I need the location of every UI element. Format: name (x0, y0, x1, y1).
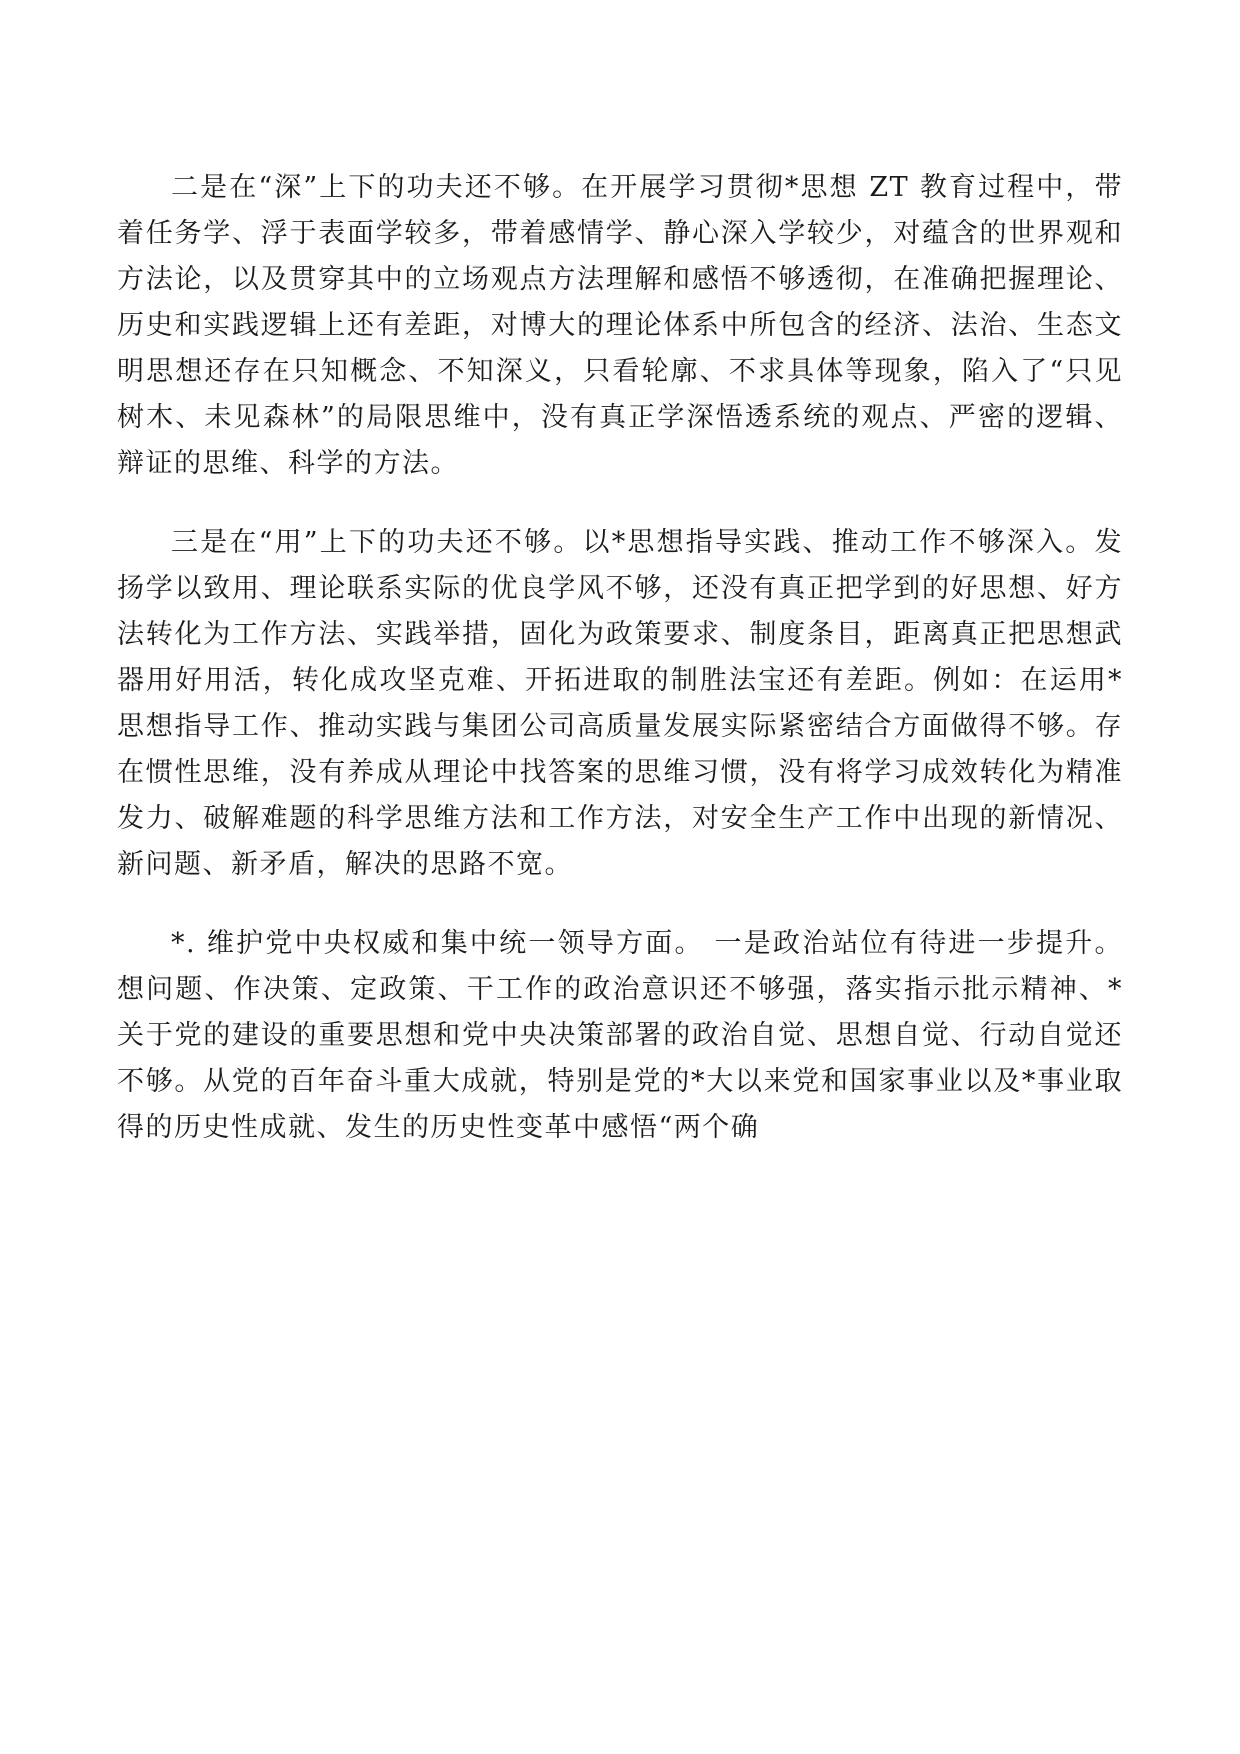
paragraph-deep-study: 二是在“深”上下的功夫还不够。在开展学习贯彻*思想 ZT 教育过程中，带着任务学、浮于表面学较多，带着感情学、静心深入学较少，对蕴含的世界观和方法论，以及贯穿其中的立场观点方法理解和感悟不够透彻，在准确把握理论、历史和实践逻辑上还有差距，对博大的理论体系中所包含的经济、法治、生态文明思想还存在只知概念、不知深义，只看轮廓、不求具体等现象，陷入了“只见树木、未见森林”的局限思维中，没有真正学深悟透系统的观点、严密的逻辑、辩证的思维、科学的方法。 (117, 172, 1123, 479)
document-body (117, 165, 1123, 1151)
paragraph-central-authority: *. 维护党中央权威和集中统一领导方面。 一是政治站位有待进一步提升。想问题、作决策、定政策、干工作的政治意识还不够强，落实指示批示精神、*关于党的建设的重要思想和党中央决策部署的政治自觉、思想自觉、行动自觉还不够。从党的百年奋斗重大成就，特别是党的*大以来党和国家事业以及*事业取得的历史性成就、发生的历史性变革中感悟“两个确 (117, 928, 1123, 1143)
paragraph-apply-study: 三是在“用”上下的功夫还不够。以*思想指导实践、推动工作不够深入。发扬学以致用、理论联系实际的优良学风不够，还没有真正把学到的好思想、好方法转化为工作方法、实践举措，固化为政策要求、制度条目，距离真正把思想武器用好用活，转化成攻坚克难、开拓进取的制胜法宝还有差距。例如：在运用*思想指导工作、推动实践与集团公司高质量发展实际紧密结合方面做得不够。存在惯性思维，没有养成从理论中找答案的思维习惯，没有将学习成效转化为精准发力、破解难题的科学思维方法和工作方法，对安全生产工作中出现的新情况、新问题、新矛盾，解决的思路不宽。 (117, 527, 1123, 880)
